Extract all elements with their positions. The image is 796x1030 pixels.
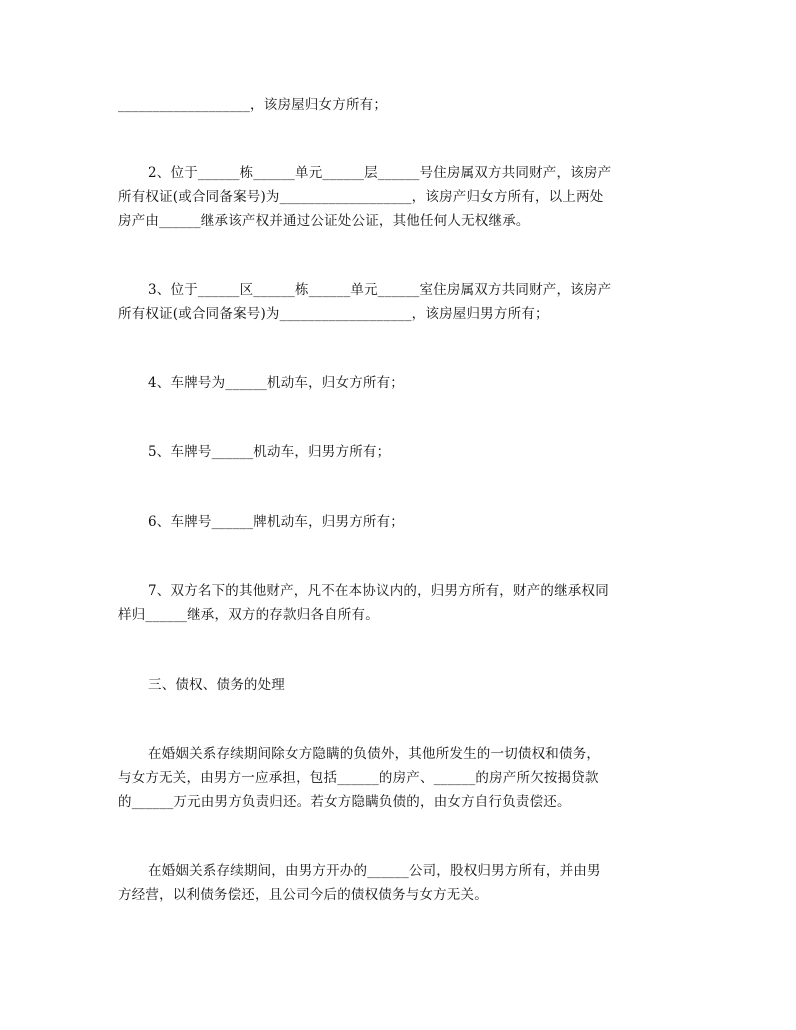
section-heading: 三、债权、债务的处理: [148, 677, 285, 693]
text-line: 房产由______继承该产权并通过公证处公证，其他任何人无权继承。: [118, 213, 530, 229]
text-line: 样归______继承，双方的存款归各自所有。: [118, 607, 379, 623]
text-line: 7、双方名下的其他财产，凡不在本协议内的，归男方所有，财产的继承权同: [148, 583, 609, 599]
text-line: 所有权证(或合同备案号)为___________________，该房屋归男方所有；: [118, 306, 549, 322]
text-line: 在婚姻关系存续期间除女方隐瞒的负债外，其他所发生的一切债权和债务，: [148, 746, 601, 762]
text-line: 在婚姻关系存续期间，由男方开办的______公司，股权归男方所有，并由男: [148, 863, 601, 879]
text-line: 方经营，以利债务偿还，且公司今后的债权债务与女方无关。: [118, 887, 488, 903]
text-line: 4、车牌号为______机动车，归女方所有；: [148, 375, 404, 391]
text-line: 所有权证(或合同备案号)为___________________，该房产归女方所有，以上两处: [118, 189, 604, 205]
text-line: 6、车牌号______牌机动车，归男方所有；: [148, 514, 404, 530]
text-line: 5、车牌号______机动车，归男方所有；: [148, 444, 391, 460]
text-line: 与女方无关，由男方一应承担，包括______的房产、______的房产所欠按揭贷款: [118, 770, 599, 786]
text-line: ___________________，该房屋归女方所有；: [118, 97, 388, 113]
text-line: 3、位于______区______栋______单元______室住房属双方共同财产，该房产: [148, 282, 612, 298]
text-line: 的______万元由男方负责归还。若女方隐瞒负债的，由女方自行负责偿还。: [118, 794, 571, 810]
text-line: 2、位于______栋______单元______层______号住房属双方共同财产，该房产: [148, 165, 612, 181]
